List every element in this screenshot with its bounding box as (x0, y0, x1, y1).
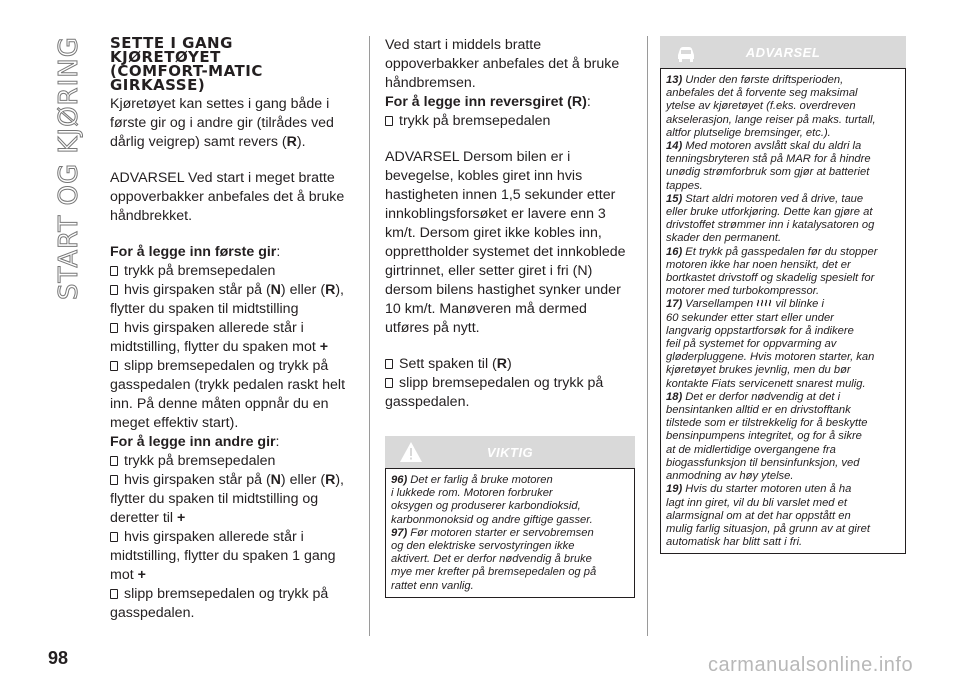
column-middle (385, 36, 635, 598)
list-item: trykk på bremsepedalen (110, 262, 350, 281)
section-heading: SETTE I GANG KJØRETØYET (COMFORT-MATIC GIRKASSE) (110, 34, 263, 94)
warning-box-title: ADVARSEL (745, 45, 821, 60)
list-item-cont: gasspedalen. (385, 394, 470, 410)
warning-line: oppoverbakker anbefales det å bruke (110, 189, 345, 205)
list-item-cont: deretter til + (110, 510, 186, 526)
reverse-heading: For å legge inn reversgiret (R): (385, 94, 591, 110)
list-item: hvis girspaken allerede står i (110, 528, 350, 547)
checkbox-bullet-icon (110, 285, 118, 295)
checkbox-bullet-icon (110, 361, 118, 371)
list-item: trykk på bremsepedalen (110, 452, 350, 471)
list-item-cont: mot + (110, 567, 146, 583)
warning-box-header (660, 36, 906, 68)
checkbox-bullet-icon (385, 359, 393, 369)
list-item-cont: midtstilling, flytter du spaken 1 gang (110, 548, 336, 564)
reverse-warning: ADVARSEL Dersom bilen er i bevegelse, kobles giret inn hvis hastigheten innen 1,5 sekunder etter innkoblingsforsøket er lavere enn 3 km/t. Dersom giret ikke kobles inn, opprettholder systemet det innkoblede girtrinnet, eller setter giret i fri (N) dersom bilens hastighet synker under 10 km/t. Manøveren må dermed utføres på nytt. (385, 149, 626, 336)
second-gear-heading: For å legge inn andre gir: (110, 434, 280, 450)
section-side-title: START OG KJØRING (54, 36, 84, 300)
list-item-cont: gasspedalen. (110, 605, 195, 621)
warning-box: 13) Under den første driftsperioden, anbefales det å forvente seg maksimal ytelse av kjøretøyet (f.eks. overdreven akselerasjon, lange reiser på maks. turtall, altfor plutselige bremsinger, etc.). 14) Med motoren avslått skal du aldri la tenningsbryteren stå på MAR for å hindre unødig strømforbruk som gjør at batteriet tappes. 15) Start aldri motoren ved å drive, taue eller bruke utforkjøring. Dette kan gjøre at drivstoffet strømmer inn i katalysatoren og skader den permanent. 16) Et trykk på gasspedalen før du stopper motoren ikke har noen hensikt, det er bortkastet drivstoff og skadelig spesielt for motorer med turbokompressor. 17) Varsellampen vil blinke i 60 sekunder etter start eller under langvarig oppstartforsøk for å indikere feil på systemet for oppvarming av gløderpluggene. Hvis motoren starter, kan kjøretøyet brukes jevnlig, men du bør kontakte Fiats servicenett snarest mulig. 18) Det er derfor nødvendig at det i bensintanken alltid er en drivstofftank tilstede som er tilstrekkelig for å beskytte bensinpumpens integritet, og for å sikre at de midlertidige overgangene fra biogassfunksjon til bensinfunksjon, ved anmodning av høy ytelse. 19) Hvis du starter motoren uten å ha lagt inn giret, vil du bli varslet med et alarmsignal om at det har oppstått en mulig farlig situasjon, på grunn av at giret automatisk har blitt satt i fri. (660, 68, 906, 554)
checkbox-bullet-icon (110, 475, 118, 485)
checkbox-bullet-icon (110, 323, 118, 333)
intro-line: Kjøretøyet kan settes i gang både i (110, 96, 330, 112)
column-left (110, 36, 350, 623)
intro-line: første gir og i andre gir (tilrådes ved (110, 115, 334, 131)
list-item: hvis girspaken står på (N) eller (R), (110, 471, 350, 490)
list-item-cont: gasspedalen (trykk pedalen raskt helt (110, 377, 346, 393)
plus-icon: + (177, 510, 186, 526)
important-box: 96) Det er farlig å bruke motoren i lukkede rom. Motoren forbruker oksygen og produserer karbondioksid, karbonmonoksid og andre giftige gasser. 97) Før motoren starter er servobremsen og den elektriske servostyringen ikke aktivert. Det er derfor nødvendig å bruke mye mer krefter på bremsepedalen og på rattet enn vanlig. (385, 468, 635, 598)
list-item: Sett spaken til (R) (385, 355, 635, 374)
warning-line: ADVARSEL Ved start i meget bratte (110, 170, 335, 186)
plus-icon: + (137, 567, 146, 583)
column-divider (647, 36, 648, 636)
list-item: slipp bremsepedalen og trykk på (110, 357, 350, 376)
checkbox-bullet-icon (385, 378, 393, 388)
checkbox-bullet-icon (385, 116, 393, 126)
body-line: Ved start i middels bratte (385, 37, 542, 53)
list-item-cont: flytter du spaken til midtstilling og (110, 491, 319, 507)
body-line: håndbremsen. (385, 75, 476, 91)
first-gear-heading: For å legge inn første gir: (110, 244, 281, 260)
list-item-cont: inn. På denne måten oppnår du en (110, 396, 329, 412)
checkbox-bullet-icon (110, 589, 118, 599)
checkbox-bullet-icon (110, 532, 118, 542)
watermark: carmanualsonline.info (708, 654, 914, 676)
list-item: slipp bremsepedalen og trykk på (110, 585, 350, 604)
checkbox-bullet-icon (110, 456, 118, 466)
list-item: trykk på bremsepedalen (385, 112, 635, 131)
list-item-cont: flytter du spaken til midtstilling (110, 301, 299, 317)
intro-line: dårlig veigrep) samt revers (R). (110, 134, 306, 150)
column-divider (369, 36, 370, 636)
list-item: hvis girspaken står på (N) eller (R), (110, 281, 350, 300)
list-item-cont: midtstilling, flytter du spaken mot + (110, 339, 329, 355)
glow-plug-icon (756, 298, 772, 307)
checkbox-bullet-icon (110, 266, 118, 276)
list-item-cont: meget effektiv start). (110, 415, 239, 431)
column-right (660, 36, 906, 554)
page-number: 98 (48, 648, 69, 668)
list-item: slipp bremsepedalen og trykk på (385, 374, 635, 393)
important-box-header (385, 436, 635, 468)
list-item: hvis girspaken allerede står i (110, 319, 350, 338)
important-box-title: VIKTIG (486, 445, 534, 460)
plus-icon: + (319, 339, 329, 355)
warning-line: håndbrekket. (110, 208, 193, 224)
body-line: oppoverbakker anbefales det å bruke (385, 56, 620, 72)
